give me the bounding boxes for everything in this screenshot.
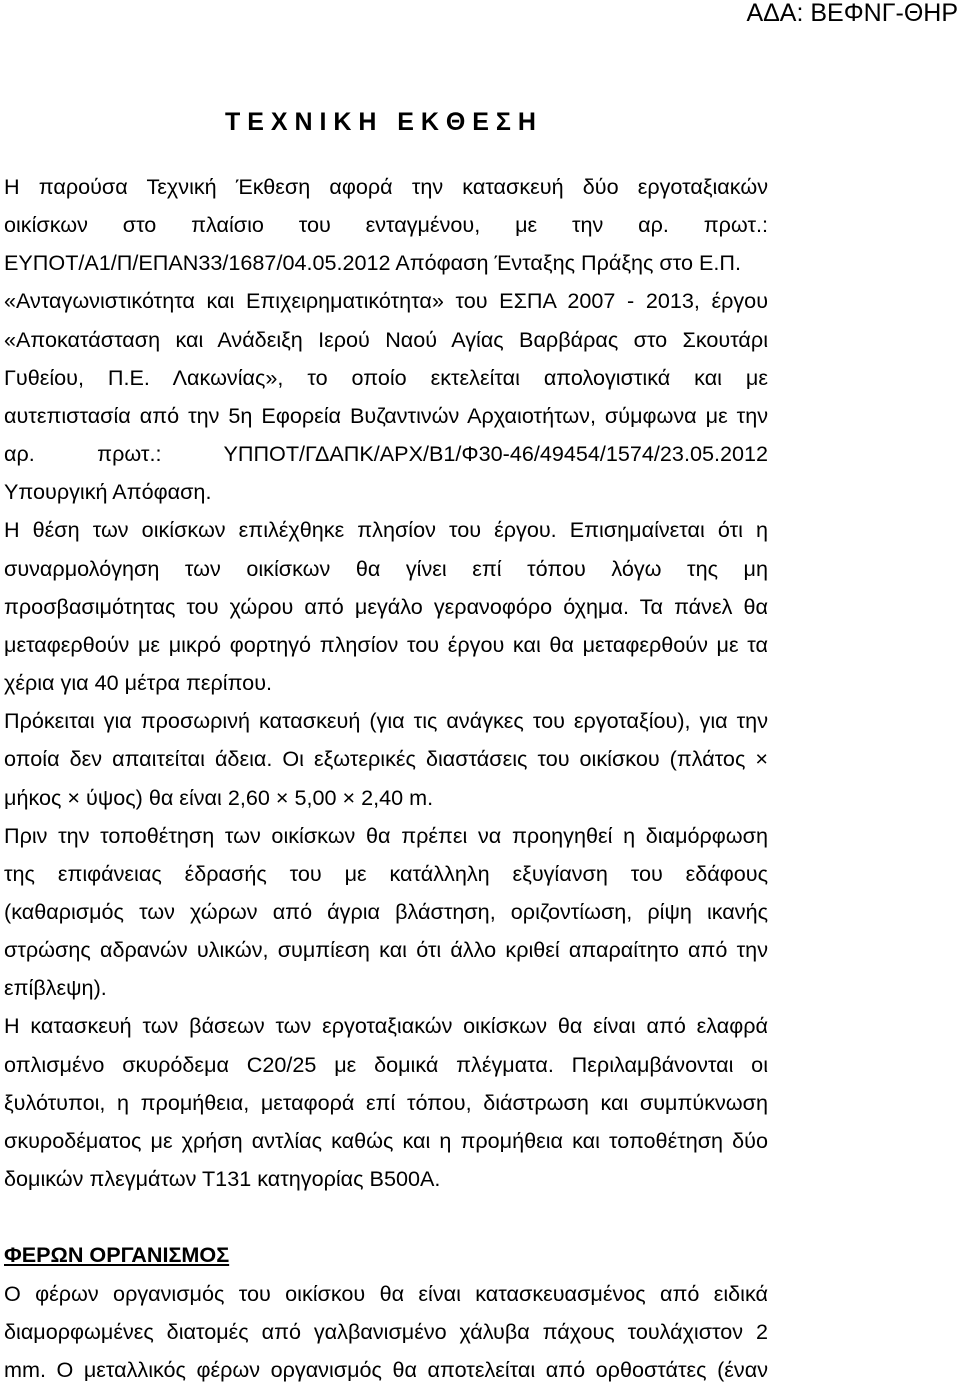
text-line: δομικών πλεγμάτων Τ131 κατηγορίας Β500Α. [4,1166,441,1192]
text-line: Ο φέρων οργανισμός του οικίσκου θα είναι κατασκευασμένος από ειδικά [4,1280,768,1306]
text-line: «Αποκατάσταση και Ανάδειξη Ιερού Ναού Αγίας Βαρβάρας στο Σκουτάρι [4,326,768,352]
text-line: Η θέση των οικίσκων επιλέχθηκε πλησίον του έργου. Επισημαίνεται ότι η [4,517,768,543]
paragraph-load-bearing-structure [4,1275,768,1384]
text-line: μεταφερθούν με μικρό φορτηγό πλησίον του έργου και θα μεταφερθούν με τα [4,631,768,657]
section-heading: ΦΕΡΩΝ ΟΡΓΑΝΙΣΜΟΣ [4,1242,230,1268]
text-line: προσβασιμότητας του χώρου από μεγάλο γερανοφόρο όχημα. Τα πάνελ θα [4,593,768,619]
document-body [4,168,768,1384]
text-line: οποία δεν απαιτείται άδεια. Οι εξωτερικές διαστάσεις του οικίσκου (πλάτος × [4,746,768,772]
text-line: Γυθείου, Π.Ε. Λακωνίας», το οποίο εκτελείται απολογιστικά και με [4,364,768,390]
text-line: μήκος × ύψος) θα είναι 2,60 × 5,00 × 2,40 m. [4,784,434,810]
text-line: Πριν την τοποθέτηση των οικίσκων θα πρέπει να προηγηθεί η διαμόρφωση [4,822,768,848]
paragraph-project-description [4,168,768,511]
text-line: στρώσης αδρανών υλικών, συμπίεση και ότι άλλο κριθεί απαραίτητο από την [4,937,768,963]
text-line: Η παρούσα Τεχνική Έκθεση αφορά την κατασκευή δύο εργοταξιακών [4,174,768,199]
text-line: χέρια για 40 μέτρα περίπου. [4,670,273,696]
text-line: συναρμολόγηση των οικίσκων θα γίνει επί τόπου λόγω της μη [4,555,768,581]
text-line: Πρόκειται για προσωρινή κατασκευή (για τις ανάγκες του εργοταξίου), για την [4,708,768,734]
text-line: mm. Ο μεταλλικός φέρων οργανισμός θα αποτελείται από ορθοστάτες (έναν [4,1356,768,1382]
text-line: (καθαρισμός των χώρων από άγρια βλάστηση, οριζοντίωση, ρίψη ικανής [4,898,768,924]
paragraph-foundations [4,1007,768,1198]
text-line: αυτεπιστασία από την 5η Εφορεία Βυζαντινών Αρχαιοτήτων, σύμφωνα με την [4,402,768,428]
ada-code: ΑΔΑ: ΒΕΦΝΓ-ΘΗΡ [746,0,958,27]
text-line: Η κατασκευή των βάσεων των εργοταξιακών οικίσκων θα είναι από ελαφρά [4,1013,768,1039]
blank-line [4,1198,768,1236]
paragraph-site-location [4,511,768,702]
text-line: οικίσκων στο πλαίσιο του ενταγμένου, με την αρ. πρωτ.: [4,212,768,238]
text-line: ξυλότυποι, η προμήθεια, μεταφορά επί τόπου, διάστρωση και συμπύκνωση [4,1089,768,1115]
text-line: σκυροδέματος με χρήση αντλίας καθώς και η προμήθεια και τοποθέτηση δύο [4,1127,768,1153]
text-line: διαμορφωμένες διατομές από γαλβανισμένο χάλυβα πάχους τουλάχιστον 2 [4,1318,768,1344]
text-line: της επιφάνειας έδρασής του με κατάλληλη εξυγίανση του εδάφους [4,860,768,886]
text-line: οπλισμένο σκυρόδεμα C20/25 με δομικά πλέγματα. Περιλαμβάνονται οι [4,1051,768,1077]
paragraph-ground-preparation [4,817,768,1008]
text-line: επίβλεψη). [4,975,107,1001]
document-title: Τ Ε Χ Ν Ι Κ Η Ε Κ Θ Ε Σ Η [225,108,536,136]
text-line: Υπουργική Απόφαση. [4,479,212,505]
text-line: «Ανταγωνιστικότητα και Επιχειρηματικότητα» του ΕΣΠΑ 2007 - 2013, έργου [4,288,768,314]
text-line: ΕΥΠΟΤ/Α1/Π/ΕΠΑΝ33/1687/04.05.2012 Απόφαση Ένταξης Πράξης στο Ε.Π. [4,250,741,276]
paragraph-dimensions [4,702,768,816]
text-line: αρ. πρωτ.: ΥΠΠΟΤ/ΓΔΑΠΚ/ΑΡΧ/Β1/Φ30-46/49454/1574/23.05.2012 [4,441,768,467]
